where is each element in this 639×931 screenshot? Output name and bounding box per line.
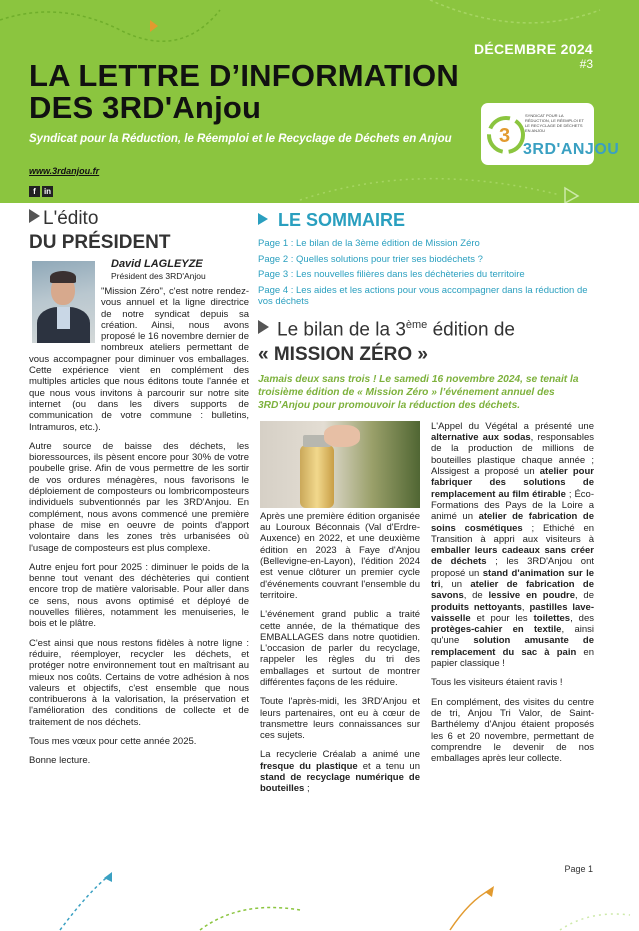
- title-line-2: DES 3RD'Anjou: [29, 90, 262, 125]
- sommaire-list: [258, 238, 594, 308]
- bilan-heading-bold: « MISSION ZÉRO »: [258, 343, 428, 365]
- sommaire-item[interactable]: Page 1 : Le bilan de la 3ème édition de Mission Zéro: [258, 238, 480, 249]
- article-paragraph: La recyclerie Créalab a animé une fresque du plastique et a tenu un stand de recyclage numérique de bouteilles ;: [260, 749, 421, 795]
- bilan-heading: Le bilan de la 3ème édition de: [258, 314, 594, 341]
- footer-decoration: [0, 870, 639, 931]
- article-paragraph: L'Appel du Végétal a présenté une alternative aux sodas, responsables de la production de millions de bouteilles plastique chaque année ; Alssigest a proposé un atelier pour fabriquer des solutions de remplacement au film étirable ; Éco-Formations des Pays de la Loire a animé un atelier de fabrication de soins cosmétiques ; Ethiché en Transition à appri aux visiteurs à emballer leurs cadeaux sans créer de déchets ; les 3RD'Anjou ont proposé un stand d'animation sur le tri, un atelier de fabrication de savons, de lessive en poudre, de produits nettoyants, pastilles lave-vaisselle et pour les toilettes, des protèges-cahier en textile, ainsi qu'une solution amusante de remplacement du sac à pain en papier classique !: [431, 420, 595, 670]
- article-column-2: [431, 421, 594, 773]
- author-name: David LAGLEYZE: [111, 258, 203, 270]
- page-number: Page 1: [564, 864, 593, 874]
- triangle-icon: [258, 320, 269, 334]
- edito-paragraph-1: "Mission Zéro", c'est notre rendez-vous annuel et la ligne directrice de notre syndicat depuis sa création. Ainsi, nous avons proposé le 16 novembre dernier de nombreux ateliers permettant de vous accompagner pour diminuer vos emballages. Cette expérience vient en complément des multiples articles que nous éditons toute l'année et que nous vous invitons à parcourir sur notre site internet (ou dans les divers supports de communication de votre commune : bulletins, Intramuros, etc.).: [29, 286, 249, 433]
- linkedin-icon[interactable]: in: [43, 187, 52, 196]
- jar-photo: [260, 421, 420, 508]
- edito-paragraph-3: Autre enjeu fort pour 2025 : diminuer le poids de la benne tout venant des déchèteries qui contient encore trop de matière valorisable. Pour aller dans ce sens, nous avons optimisé et déployé de nouvelles filières, notamment les menuiseries, le bois et le plâtre.: [29, 561, 249, 630]
- edito-heading: L'édito: [29, 208, 249, 230]
- sommaire-item[interactable]: Page 3 : Les nouvelles filières dans les déchèteries du territoire: [258, 269, 525, 280]
- svg-text:3: 3: [499, 125, 511, 147]
- issue-number: #3: [579, 57, 593, 71]
- article-paragraph: Tous les visiteurs étaient ravis !: [431, 677, 563, 689]
- logo-tagline: SYNDICAT POUR LA RÉDUCTION, LE RÉEMPLOI ET LE RECYCLAGE DE DÉCHETS EN ANJOU: [525, 113, 584, 133]
- author-role: Président des 3RD'Anjou: [111, 271, 206, 281]
- social-links: [29, 186, 53, 197]
- sommaire-item[interactable]: Page 4 : Les aides et les actions pour vous accompagner dans la réduction de vos déchets: [258, 284, 588, 307]
- title-line-1: LA LETTRE D’INFORMATION: [29, 58, 459, 93]
- edito-body: [29, 286, 249, 775]
- article-paragraph: Après une première édition organisée au Louroux Béconnais (Val d'Erdre-Auxence) en 2022, et une deuxième édition en 2023 à Faye d'Anjou (Bellevigne-en-Layon), l'édition 2024 est venue clôturer un premier cycle d'événements couvrant l'ensemble du territoire.: [260, 510, 420, 601]
- main-content: [258, 208, 595, 795]
- article-column-1: [260, 511, 420, 803]
- header-banner: [0, 0, 639, 203]
- article-paragraph: En complément, des visites du centre de tri, Anjou Tri Valor, de Saint-Barthélemy d'Anjou étaient proposés les 6 et 20 novembre, permettant de comprendre le devenir de nos emballages après leur collecte.: [431, 696, 594, 765]
- article-paragraph: Toute l'après-midi, les 3RD'Anjou et leurs partenaires, ont eu à cœur de transmettre leurs connaissances sur ces sujets.: [260, 696, 420, 742]
- article-paragraph: L'événement grand public a traité cette année, de la thématique des EMBALLAGES dans notre quotidien. L'occasion de parler du recyclage, rappeler les règles du tri des emballages et surtout de montrer différentes façons de les réduire.: [260, 609, 420, 688]
- issue-date: DÉCEMBRE 2024: [473, 41, 593, 57]
- edito-section: [29, 208, 249, 767]
- facebook-icon[interactable]: f: [29, 186, 40, 197]
- triangle-icon: [29, 209, 40, 223]
- page-title: [29, 60, 459, 124]
- sommaire-item[interactable]: Page 2 : Quelles solutions pour trier ses biodéchets ?: [258, 253, 483, 265]
- edito-paragraph-2: Autre source de baisse des déchets, les bioressources, ils pèsent encore pour 30% de votre poubelle grise. Afin de vous permettre de les sortir de vos ordures ménagères, nous favorisons le déploiement de composteurs ou lombricomposteurs individuels subventionnés par les 3RD'Anjou. En complément, nous avons commencé une première phase de mise en oeuvre de points d'apport volontaire dans les zones très urbanisées où l'usage de composteurs est plus complexe.: [29, 440, 249, 554]
- edito-paragraph-5: Tous mes vœux pour cette année 2025.: [29, 735, 197, 747]
- triangle-icon: [258, 213, 268, 225]
- sommaire-heading: LE SOMMAIRE: [258, 208, 594, 232]
- edito-heading-bold: DU PRÉSIDENT: [29, 232, 171, 253]
- logo-text: 3RD'ANJOU: [523, 141, 620, 158]
- edito-paragraph-6: Bonne lecture.: [29, 755, 91, 767]
- edito-paragraph-4: C'est ainsi que nous restons fidèles à notre ligne : réduire, réemployer, recycler les déchets, et protéger notre environnement tout en maîtrisant au mieux nos coûts. Certains de votre adhésion à nos valeurs et objectifs, c'est ensemble que nous contribuerons à la valorisation, la préservation et l'amélioration des conditions de collecte et de traitement de nos déchets.: [29, 637, 249, 728]
- logo: [481, 103, 620, 165]
- website-link[interactable]: www.3rdanjou.fr: [29, 166, 100, 176]
- subtitle: Syndicat pour la Réduction, le Réemploi et le Recyclage de Déchets en Anjou: [29, 133, 452, 145]
- bilan-lead: Jamais deux sans trois ! Le samedi 16 novembre 2024, se tenait la troisième édition de « Mission Zéro » l’événement annuel des 3RD’Anjou pour promouvoir la réduction des déchets.: [258, 373, 579, 411]
- logo-mark-icon: [484, 105, 528, 165]
